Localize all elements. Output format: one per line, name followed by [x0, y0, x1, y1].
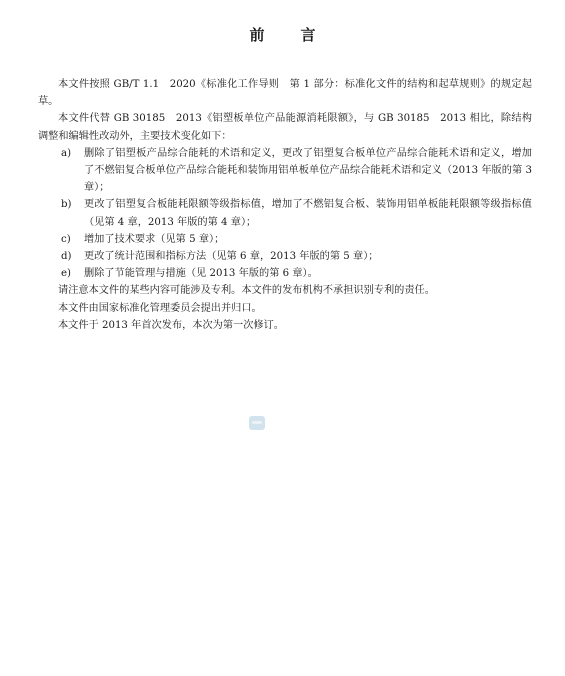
list-marker: d) — [61, 251, 72, 263]
document-body — [38, 76, 532, 334]
page-title — [0, 24, 565, 45]
list-item-text: 删除了铝塑板产品综合能耗的术语和定义，更改了铝塑复合板单位产品综合能耗术语和定义，增加了不燃铝复合板单位产品综合能耗和装饰用铝单板单位产品综合能耗术语和定义（2013 年版的第 3 章）； — [84, 147, 532, 194]
list-marker: e) — [61, 268, 72, 280]
changes-list — [38, 145, 532, 283]
list-item-text: 增加了技术要求（见第 5 章）； — [84, 233, 225, 245]
list-item — [38, 248, 532, 265]
list-item — [38, 196, 532, 230]
watermark-logo-icon — [249, 416, 265, 430]
list-marker: c) — [61, 233, 71, 245]
list-marker: a) — [61, 147, 72, 159]
list-item-text: 删除了节能管理与措施（见 2013 年版的第 6 章）。 — [84, 268, 318, 280]
list-item-text: 更改了统计范围和指标方法（见第 6 章，2013 年版的第 5 章）； — [84, 251, 379, 263]
paragraph-publication-history: 本文件于 2013 年首次发布，本次为第一次修订。 — [58, 319, 284, 331]
list-item — [38, 145, 532, 197]
paragraph-drafting-rules: 本文件按照 GB/T 1.1 2020《标准化工作导则 第 1 部分：标准化文件的结构和起草规则》的规定起草。 — [38, 79, 532, 108]
paragraph-replacement-statement: 本文件代替 GB 30185 2013《铝塑板单位产品能源消耗限额》，与 GB 30185 2013 相比，除结构调整和编辑性改动外，主要技术变化如下： — [38, 113, 532, 142]
page-title-char-1: 前 — [249, 26, 265, 44]
page-title-char-2: 言 — [300, 26, 316, 44]
paragraph-patent-notice: 请注意本文件的某些内容可能涉及专利。本文件的发布机构不承担识别专利的责任。 — [58, 285, 435, 297]
paragraph-proposing-body: 本文件由国家标准化管理委员会提出并归口。 — [58, 302, 262, 314]
list-item-text: 更改了铝塑复合板能耗限额等级指标值，增加了不燃铝复合板、装饰用铝单板能耗限额等级指标值（见第 4 章，2013 年版的第 4 章）； — [84, 199, 532, 228]
list-item — [38, 231, 532, 248]
list-marker: b) — [61, 199, 72, 211]
list-item — [38, 265, 532, 282]
